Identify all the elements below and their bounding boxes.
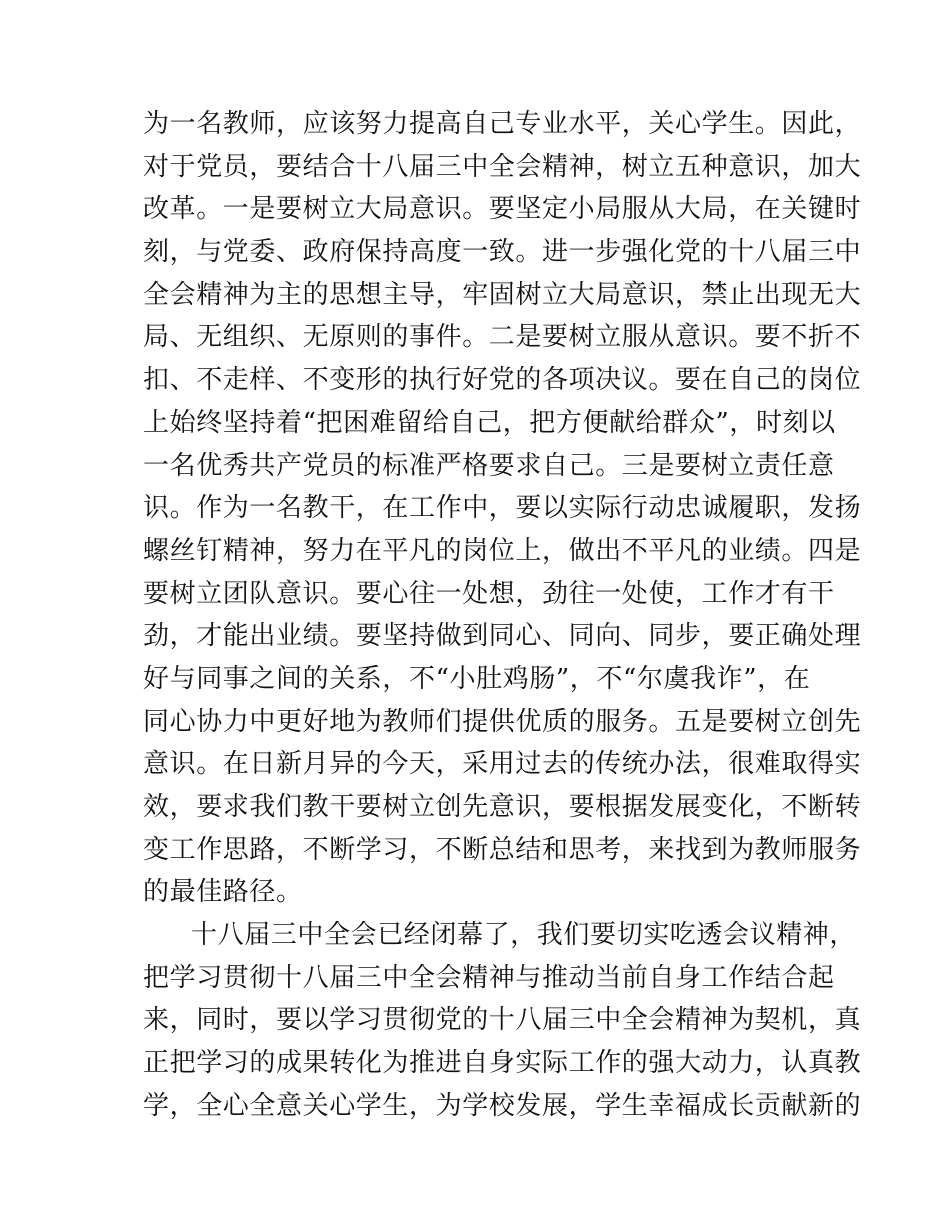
paragraph-first-line: 十八届三中全会已经闭幕了，我们要切实吃透会议精神， — [191, 920, 857, 951]
text-line: 正把学习的成果转化为推进自身实际工作的强大动力，认真教 — [143, 1048, 862, 1079]
text-line: 对于党员，要结合十八届三中全会精神，树立五种意识，加大 — [143, 151, 862, 182]
text-line: 劲，才能出业绩。要坚持做到同心、同向、同步，要正确处理 — [143, 621, 862, 652]
text-line: 学，全心全意关心学生，为学校发展，学生幸福成长贡献新的 — [143, 1090, 862, 1121]
text-line: 全会精神为主的思想主导，牢固树立大局意识，禁止出现无大 — [143, 279, 862, 310]
text-line: 把学习贯彻十八届三中全会精神与推动当前自身工作结合起 — [143, 962, 835, 993]
text-line: 局、无组织、无原则的事件。二是要树立服从意识。要不折不 — [143, 322, 862, 353]
text-line: 一名优秀共产党员的标准严格要求自己。三是要树立责任意 — [143, 450, 835, 481]
text-line: 为一名教师，应该努力提高自己专业水平，关心学生。因此， — [143, 109, 862, 139]
text-line: 上始终坚持着“把困难留给自己，把方便献给群众”，时刻以 — [143, 407, 836, 438]
text-line: 效，要求我们教干要树立创先意识，要根据发展变化，不断转 — [143, 792, 862, 822]
text-line: 要树立团队意识。要心往一处想，劲往一处使，工作才有干 — [143, 578, 835, 609]
text-line: 变工作思路，不断学习，不断总结和思考，来找到为教师服务 — [143, 834, 862, 865]
text-line: 的最佳路径。 — [143, 877, 303, 908]
text-line: 刻，与党委、政府保持高度一致。进一步强化党的十八届三中 — [143, 237, 862, 268]
text-line: 好与同事之间的关系，不“小肚鸡肠”，不“尔虞我诈”，在 — [143, 663, 811, 694]
text-line: 识。作为一名教干，在工作中，要以实际行动忠诚履职，发扬 — [143, 493, 862, 524]
document-body — [143, 103, 862, 1128]
text-line: 同心协力中更好地为教师们提供优质的服务。五是要树立创先 — [143, 706, 862, 737]
text-line: 改革。一是要树立大局意识。要坚定小局服从大局，在关键时 — [143, 194, 862, 225]
text-line: 螺丝钉精神，努力在平凡的岗位上，做出不平凡的业绩。四是 — [143, 535, 862, 566]
text-line: 意识。在日新月异的今天，采用过去的传统办法，很难取得实 — [143, 749, 862, 780]
text-line: 扣、不走样、不变形的执行好党的各项决议。要在自己的岗位 — [143, 365, 862, 396]
text-line: 来，同时，要以学习贯彻党的十八届三中全会精神为契机，真 — [143, 1005, 862, 1036]
